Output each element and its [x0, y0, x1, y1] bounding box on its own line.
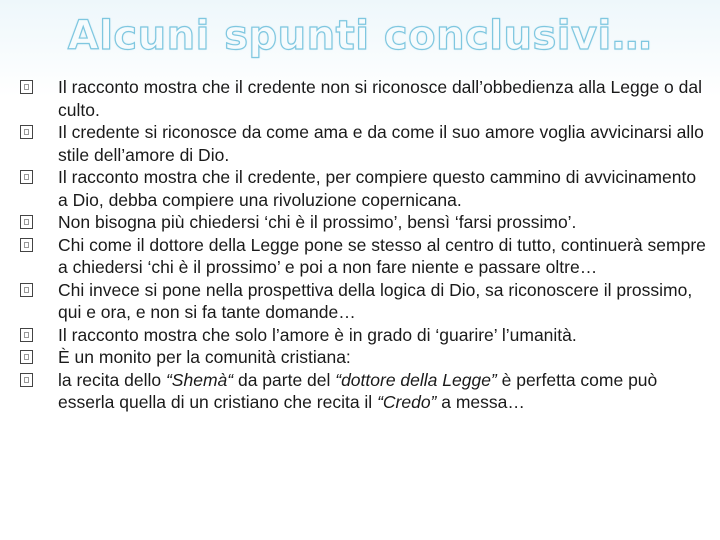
- bullet-text-part: a messa…: [436, 392, 525, 412]
- bullet-text: Il racconto mostra che il credente non si riconosce dall’obbedienza alla Legge o dal culto.: [58, 77, 703, 120]
- bullet-text-part: da parte del: [233, 369, 336, 390]
- bullet-text: Il racconto mostra che il credente, per compiere questo cammino di avvicinamento a Dio, debba compiere una rivoluzione copernicana.: [58, 167, 697, 210]
- bullet-item: [18, 279, 708, 324]
- bullet-text-italic: “Credo”: [377, 392, 437, 412]
- square-bullet-icon: [20, 373, 33, 387]
- square-bullet-icon: [20, 283, 33, 297]
- bullet-item: [18, 324, 708, 347]
- bullet-text: Chi come il dottore della Legge pone se stesso al centro di tutto, continuerà sempre a chiedersi ‘chi è il prossimo’ e poi a non fare niente e passare oltre…: [58, 234, 706, 277]
- square-bullet-icon: [20, 238, 33, 252]
- bullet-list: [18, 76, 708, 414]
- square-bullet-icon: [20, 80, 33, 94]
- bullet-item: [18, 121, 708, 166]
- square-bullet-icon: [20, 125, 33, 139]
- slide-title: Alcuni spunti conclusivi…: [67, 13, 653, 59]
- bullet-text: Non bisogna più chiedersi ‘chi è il prossimo’, bensì ‘farsi prossimo’.: [58, 212, 577, 232]
- bullet-text-italic: “Shemà“: [165, 369, 234, 390]
- bullet-text-part: è perfetta come può esserla quella di un cristiano che recita il: [58, 369, 658, 412]
- bullet-text-italic: “dottore della Legge”: [335, 369, 497, 390]
- square-bullet-icon: [20, 350, 33, 364]
- bullet-item-last: [18, 369, 708, 414]
- bullet-item: [18, 166, 708, 211]
- bullet-text: È un monito per la comunità cristiana:: [58, 347, 351, 367]
- square-bullet-icon: [20, 170, 33, 184]
- bullet-text: Il credente si riconosce da come ama e da come il suo amore voglia avvicinarsi allo stile dell’amore di Dio.: [58, 122, 704, 165]
- bullet-text: Il racconto mostra che solo l’amore è in grado di ‘guarire’ l’umanità.: [58, 324, 577, 345]
- bullet-text-part: la recita dello: [58, 369, 166, 390]
- square-bullet-icon: [20, 328, 33, 342]
- bullet-item: [18, 234, 708, 279]
- bullet-text: Chi invece si pone nella prospettiva della logica di Dio, sa riconoscere il prossimo, qui e ora, e non si fa tante domande…: [58, 279, 693, 322]
- bullet-item: [18, 346, 708, 369]
- square-bullet-icon: [20, 215, 33, 229]
- bullet-item: [18, 76, 708, 121]
- bullet-item: [18, 211, 708, 234]
